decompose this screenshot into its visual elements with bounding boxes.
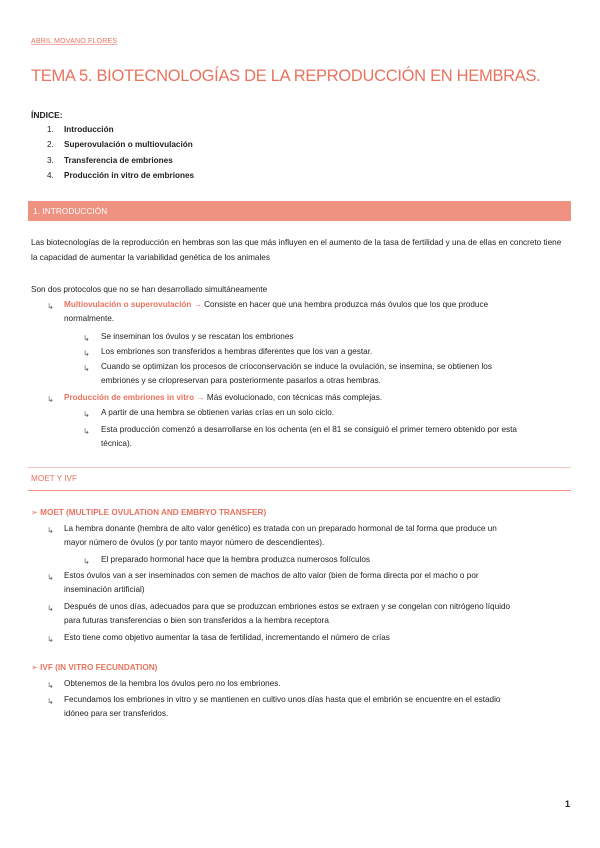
list-item-cont: embriones y se criopreservan para posteriormente pasarlos a otras hembras. — [101, 376, 381, 385]
protocol-multiovulacion-cont: normalmente. — [64, 314, 115, 323]
page-title: TEMA 5. BIOTECNOLOGÍAS DE LA REPRODUCCIÓN EN HEMBRAS. — [31, 67, 541, 85]
sub-arrow-icon: ↳ — [83, 410, 90, 419]
list-item: Esto tiene como objetivo aumentar la tasa de fertilidad, incrementando el número de crías — [64, 633, 390, 642]
list-item-cont: técnica). — [101, 439, 132, 448]
divider — [28, 467, 571, 468]
ivf-heading: ➢ IVF (IN VITRO FECUNDATION) — [31, 663, 158, 672]
sub-arrow-icon: ↳ — [47, 635, 54, 644]
list-item: Después de unos días, adecuados para que se produzcan embriones estos se extraen y se congelan con nitrógeno líquido — [64, 602, 511, 611]
sub-arrow-icon: ↳ — [47, 526, 54, 535]
list-item: A partir de una hembra se obtienen varias crías en un solo ciclo. — [101, 408, 335, 417]
index-item: 2. Superovulación o multiovulación — [47, 140, 193, 150]
protocol-in-vitro: Producción de embriones in vitro → Más evolucionado, con técnicas más complejas. — [64, 393, 383, 402]
index-item: 4. Producción in vitro de embriones — [47, 170, 195, 180]
sub-arrow-icon: ↳ — [83, 349, 90, 358]
list-item: Obtenemos de la hembra los óvulos pero no los embriones. — [64, 679, 281, 688]
list-item: Esta producción comenzó a desarrollarse en los ochenta (en el 81 se consiguió el primer ternero obtenido por esta — [101, 425, 517, 434]
sub-arrow-icon: ↳ — [47, 604, 54, 613]
sub-arrow-icon: ↳ — [83, 557, 90, 566]
list-item: Estos óvulos van a ser inseminados con semen de machos de alto valor (bien de forma directa por el macho o por — [64, 571, 479, 580]
index-heading: ÍNDICE: — [31, 110, 63, 120]
list-item: Se inseminan los óvulos y se rescatan los embriones — [101, 332, 294, 341]
protocols-intro: Son dos protocolos que no se han desarrollado simultáneamente — [31, 285, 268, 294]
list-item: El preparado hormonal hace que la hembra produzca numerosos folículos — [101, 555, 370, 564]
sub-arrow-icon: ↳ — [47, 302, 54, 311]
sub-arrow-icon: ↳ — [83, 334, 90, 343]
sub-arrow-icon: ↳ — [47, 395, 54, 404]
author-name: ABRIL MOVANO FLORES — [31, 38, 118, 45]
index-list — [47, 124, 194, 185]
page-number: 1 — [565, 799, 571, 809]
intro-paragraph: Las biotecnologías de la reproducción en hembras son las que más influyen en el aumento de la tasa de fertilidad y una de ellas en concreto tiene la capacidad de aumentar la variabilidad genética de los animales — [31, 238, 562, 262]
index-item: 3. Transferencia de embriones — [47, 155, 173, 165]
list-item: La hembra donante (hembra de alto valor genético) es tratada con un preparado hormonal de tal forma que produce un — [64, 524, 497, 533]
protocol-multiovulacion: Multiovulación o superovulación → Consiste en hacer que una hembra produzca más óvulos que los que produce — [64, 300, 489, 309]
section-heading-moet-ivf: MOET Y IVF — [31, 474, 77, 483]
list-item: Cuando se optimizan los procesos de crioconservación se induce la ovulación, se insemina, se obtienen los — [101, 362, 492, 371]
index-item: 1. Introducción — [47, 125, 114, 134]
list-item-cont: idóneo para ser transferidos. — [64, 709, 169, 718]
sub-arrow-icon: ↳ — [47, 697, 54, 706]
list-item: Los embriones son transferidos a hembras diferentes que los van a gestar. — [101, 347, 373, 356]
sub-arrow-icon: ↳ — [47, 681, 54, 690]
divider — [28, 490, 571, 491]
sub-arrow-icon: ↳ — [83, 427, 90, 436]
moet-heading: ➢ MOET (MULTIPLE OVULATION AND EMBRYO TRANSFER) — [31, 508, 267, 517]
list-item-cont: para futuras transferencias o bien son transferidos a la hembra receptora — [64, 616, 329, 625]
list-item-cont: inseminación artificial) — [64, 585, 145, 594]
list-item: Fecundamos los embriones in vitro y se mantienen en cultivo unos días hasta que el embrión se encuentre en el estadio — [64, 695, 501, 704]
section-heading-bar — [28, 201, 571, 221]
sub-arrow-icon: ↳ — [83, 364, 90, 373]
section-heading-introduccion: 1. INTRODUCCIÓN — [33, 207, 108, 216]
sub-arrow-icon: ↳ — [47, 573, 54, 582]
list-item-cont: mayor número de óvulos (y por tanto mayor número de descendientes). — [64, 538, 325, 547]
